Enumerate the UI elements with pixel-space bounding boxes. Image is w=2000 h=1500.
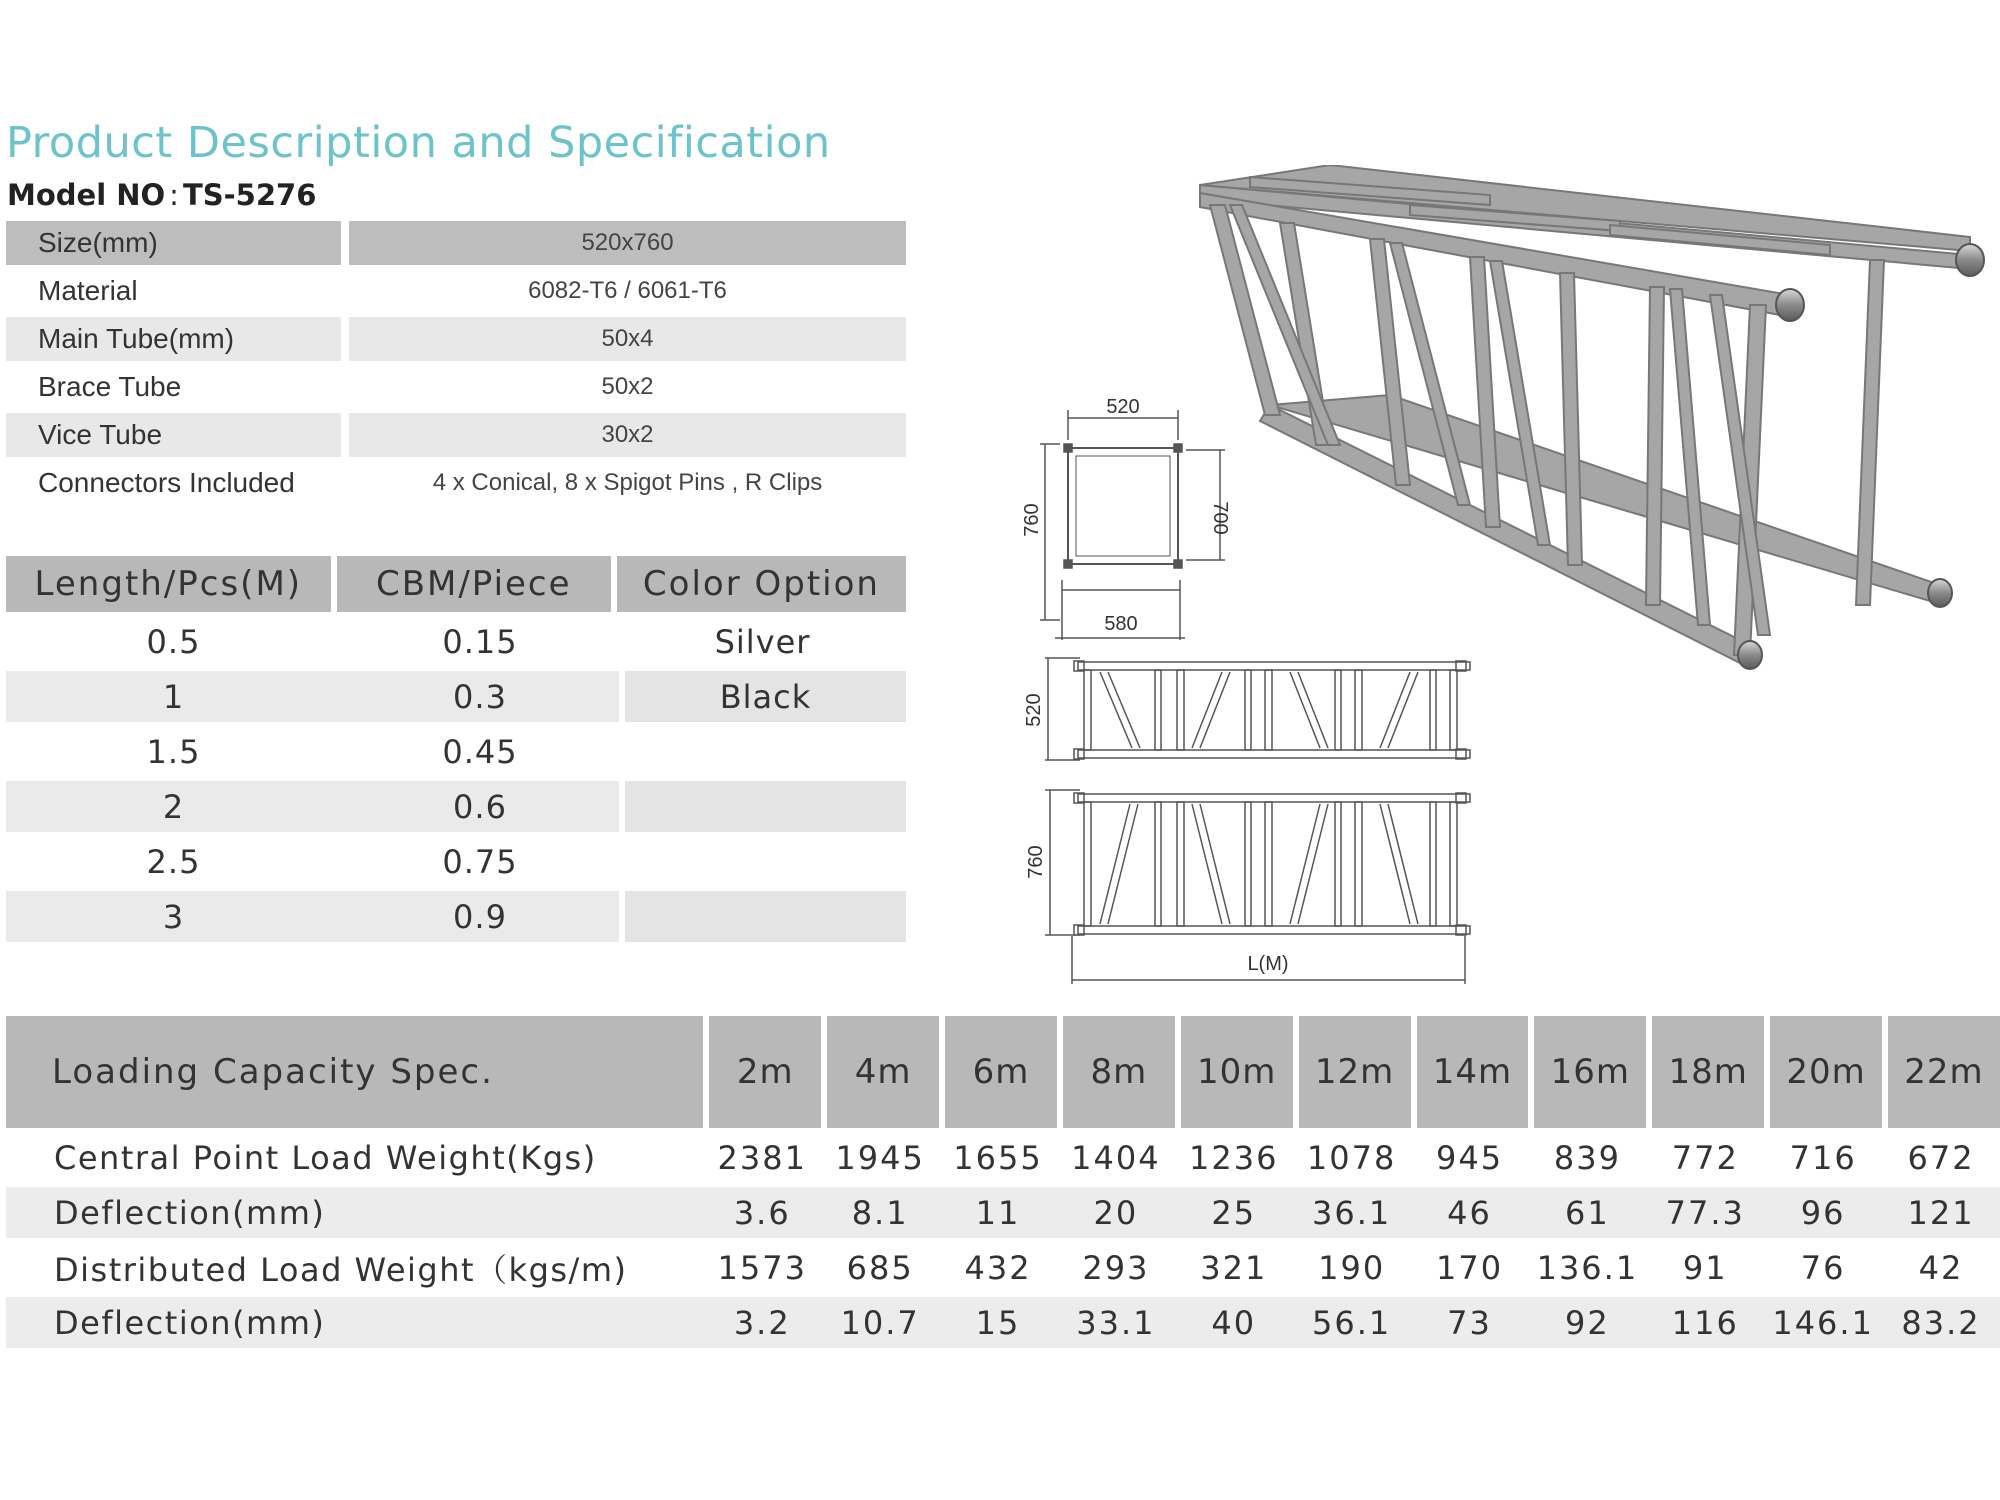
spec-value: 50x4 bbox=[349, 317, 906, 361]
value-cell: 121 bbox=[1907, 1193, 1975, 1232]
table-row bbox=[6, 671, 906, 722]
value-cell: 146.1 bbox=[1772, 1303, 1874, 1342]
value-cell: 33.1 bbox=[1076, 1303, 1156, 1342]
span-header: 2m bbox=[709, 1016, 821, 1128]
spec-value: 520x760 bbox=[349, 221, 906, 265]
table-row bbox=[6, 616, 906, 667]
spec-row bbox=[6, 269, 906, 313]
length-cell: 3 bbox=[6, 891, 341, 942]
spec-row bbox=[6, 413, 906, 457]
length-cell: 1.5 bbox=[146, 732, 201, 771]
row-label: Central Point Load Weight(Kgs) bbox=[54, 1138, 597, 1177]
dim-side-height: 520 bbox=[1023, 693, 1045, 727]
value-cell: 83.2 bbox=[1901, 1303, 1981, 1342]
value-cell: 1573 bbox=[717, 1248, 807, 1287]
table-row bbox=[6, 726, 906, 777]
value-cell: 1945 bbox=[835, 1138, 925, 1177]
color-cell bbox=[625, 891, 906, 942]
value-cell: 432 bbox=[964, 1248, 1032, 1287]
cbm-cell: 0.3 bbox=[341, 671, 619, 722]
dim-front-height: 760 bbox=[1025, 845, 1047, 879]
length-table bbox=[6, 556, 906, 942]
spec-label: Size(mm) bbox=[6, 221, 341, 265]
loading-capacity-table bbox=[6, 1016, 2000, 1348]
spec-value: 30x2 bbox=[349, 413, 906, 457]
value-cell: 2381 bbox=[717, 1138, 807, 1177]
value-cell: 73 bbox=[1447, 1303, 1492, 1342]
value-cell: 25 bbox=[1211, 1193, 1257, 1232]
cbm-cell: 0.45 bbox=[442, 732, 518, 771]
span-header: 16m bbox=[1534, 1016, 1646, 1128]
table-row bbox=[6, 1242, 2000, 1293]
color-cell: Black bbox=[625, 671, 906, 722]
color-cell: Silver bbox=[714, 622, 811, 661]
value-cell: 3.6 bbox=[733, 1193, 791, 1232]
value-cell: 190 bbox=[1318, 1248, 1386, 1287]
spec-row bbox=[6, 221, 906, 265]
spec-label: Vice Tube bbox=[6, 413, 341, 457]
value-cell: 10.7 bbox=[840, 1303, 920, 1342]
dim-right-height: 700 bbox=[1209, 501, 1231, 535]
value-cell: 685 bbox=[846, 1248, 914, 1287]
value-cell: 20 bbox=[1093, 1193, 1139, 1232]
value-cell: 61 bbox=[1565, 1193, 1610, 1232]
span-header: 12m bbox=[1299, 1016, 1411, 1128]
value-cell: 96 bbox=[1800, 1193, 1846, 1232]
dim-bottom-width: 580 bbox=[1104, 613, 1138, 635]
span-header: 8m bbox=[1063, 1016, 1175, 1128]
value-cell: 40 bbox=[1211, 1303, 1257, 1342]
table-row bbox=[6, 891, 906, 942]
value-cell: 76 bbox=[1800, 1248, 1846, 1287]
span-header: 6m bbox=[945, 1016, 1057, 1128]
dim-top-width: 520 bbox=[1106, 396, 1140, 418]
length-cell: 1 bbox=[6, 671, 341, 722]
cbm-cell: 0.75 bbox=[442, 842, 518, 881]
value-cell: 15 bbox=[975, 1303, 1021, 1342]
model-value: TS-5276 bbox=[182, 178, 317, 212]
span-header: 4m bbox=[827, 1016, 939, 1128]
table-row bbox=[6, 1132, 2000, 1183]
value-cell: 321 bbox=[1200, 1248, 1268, 1287]
header-length: Length/Pcs(M) bbox=[6, 556, 331, 612]
spec-value: 6082-T6 / 6061-T6 bbox=[528, 277, 727, 304]
value-cell: 77.3 bbox=[1665, 1193, 1745, 1232]
value-cell: 3.2 bbox=[733, 1303, 791, 1342]
cbm-cell: 0.9 bbox=[341, 891, 619, 942]
row-label: Distributed Load Weight（kgs/m) bbox=[54, 1250, 628, 1289]
page-title: Product Description and Specification bbox=[6, 118, 831, 168]
table-row bbox=[6, 781, 906, 832]
dim-left-height: 760 bbox=[1021, 503, 1043, 537]
value-cell: 116 bbox=[1671, 1303, 1739, 1342]
truss-product-image bbox=[1190, 165, 2000, 735]
spec-table bbox=[6, 221, 906, 509]
value-cell: 1655 bbox=[953, 1138, 1043, 1177]
value-cell: 91 bbox=[1682, 1248, 1728, 1287]
value-cell: 839 bbox=[1553, 1138, 1621, 1177]
value-cell: 772 bbox=[1671, 1138, 1739, 1177]
row-label: Deflection(mm) bbox=[54, 1193, 326, 1232]
value-cell: 170 bbox=[1435, 1248, 1504, 1287]
dim-length: L(M) bbox=[1247, 953, 1289, 975]
header-color: Color Option bbox=[617, 556, 906, 612]
spec-row bbox=[6, 461, 906, 505]
loading-header-label: Loading Capacity Spec. bbox=[6, 1016, 703, 1128]
span-header: 18m bbox=[1652, 1016, 1764, 1128]
span-header: 22m bbox=[1888, 1016, 2000, 1128]
table-row bbox=[6, 1187, 2000, 1238]
spec-row bbox=[6, 317, 906, 361]
cbm-cell: 0.15 bbox=[442, 622, 518, 661]
value-cell: 1078 bbox=[1306, 1138, 1397, 1177]
header-cbm: CBM/Piece bbox=[337, 556, 611, 612]
spec-value: 4 x Conical, 8 x Spigot Pins , R Clips bbox=[432, 469, 823, 496]
spec-value: 50x2 bbox=[601, 373, 654, 400]
span-header: 20m bbox=[1770, 1016, 1882, 1128]
value-cell: 945 bbox=[1435, 1138, 1504, 1177]
spec-row bbox=[6, 365, 906, 409]
loading-table-header bbox=[6, 1016, 2000, 1128]
spec-label: Material bbox=[38, 275, 138, 306]
row-label: Deflection(mm) bbox=[54, 1303, 326, 1342]
value-cell: 46 bbox=[1447, 1193, 1492, 1232]
color-cell bbox=[625, 781, 906, 832]
span-header: 10m bbox=[1181, 1016, 1293, 1128]
value-cell: 293 bbox=[1082, 1248, 1150, 1287]
value-cell: 136.1 bbox=[1536, 1248, 1639, 1287]
value-cell: 1404 bbox=[1071, 1138, 1161, 1177]
value-cell: 716 bbox=[1789, 1138, 1857, 1177]
value-cell: 672 bbox=[1907, 1138, 1975, 1177]
span-header: 14m bbox=[1417, 1016, 1529, 1128]
model-label: Model NO bbox=[7, 178, 166, 212]
spec-label: Connectors Included bbox=[38, 467, 295, 498]
color-cell bbox=[619, 726, 906, 777]
length-cell: 2 bbox=[6, 781, 341, 832]
length-cell: 0.5 bbox=[146, 622, 201, 661]
table-row bbox=[6, 836, 906, 887]
length-cell: 2.5 bbox=[146, 842, 201, 881]
model-separator: : bbox=[169, 178, 179, 212]
value-cell: 42 bbox=[1918, 1248, 1964, 1287]
value-cell: 92 bbox=[1565, 1303, 1610, 1342]
model-number bbox=[7, 178, 316, 212]
value-cell: 1236 bbox=[1189, 1138, 1279, 1177]
value-cell: 11 bbox=[975, 1193, 1021, 1232]
value-cell: 36.1 bbox=[1312, 1193, 1392, 1232]
color-cell bbox=[619, 836, 906, 887]
value-cell: 56.1 bbox=[1312, 1303, 1392, 1342]
table-row bbox=[6, 1297, 2000, 1348]
cbm-cell: 0.6 bbox=[341, 781, 619, 832]
value-cell: 8.1 bbox=[851, 1193, 909, 1232]
spec-label: Brace Tube bbox=[38, 371, 182, 402]
spec-label: Main Tube(mm) bbox=[6, 317, 341, 361]
length-table-header bbox=[6, 556, 906, 612]
